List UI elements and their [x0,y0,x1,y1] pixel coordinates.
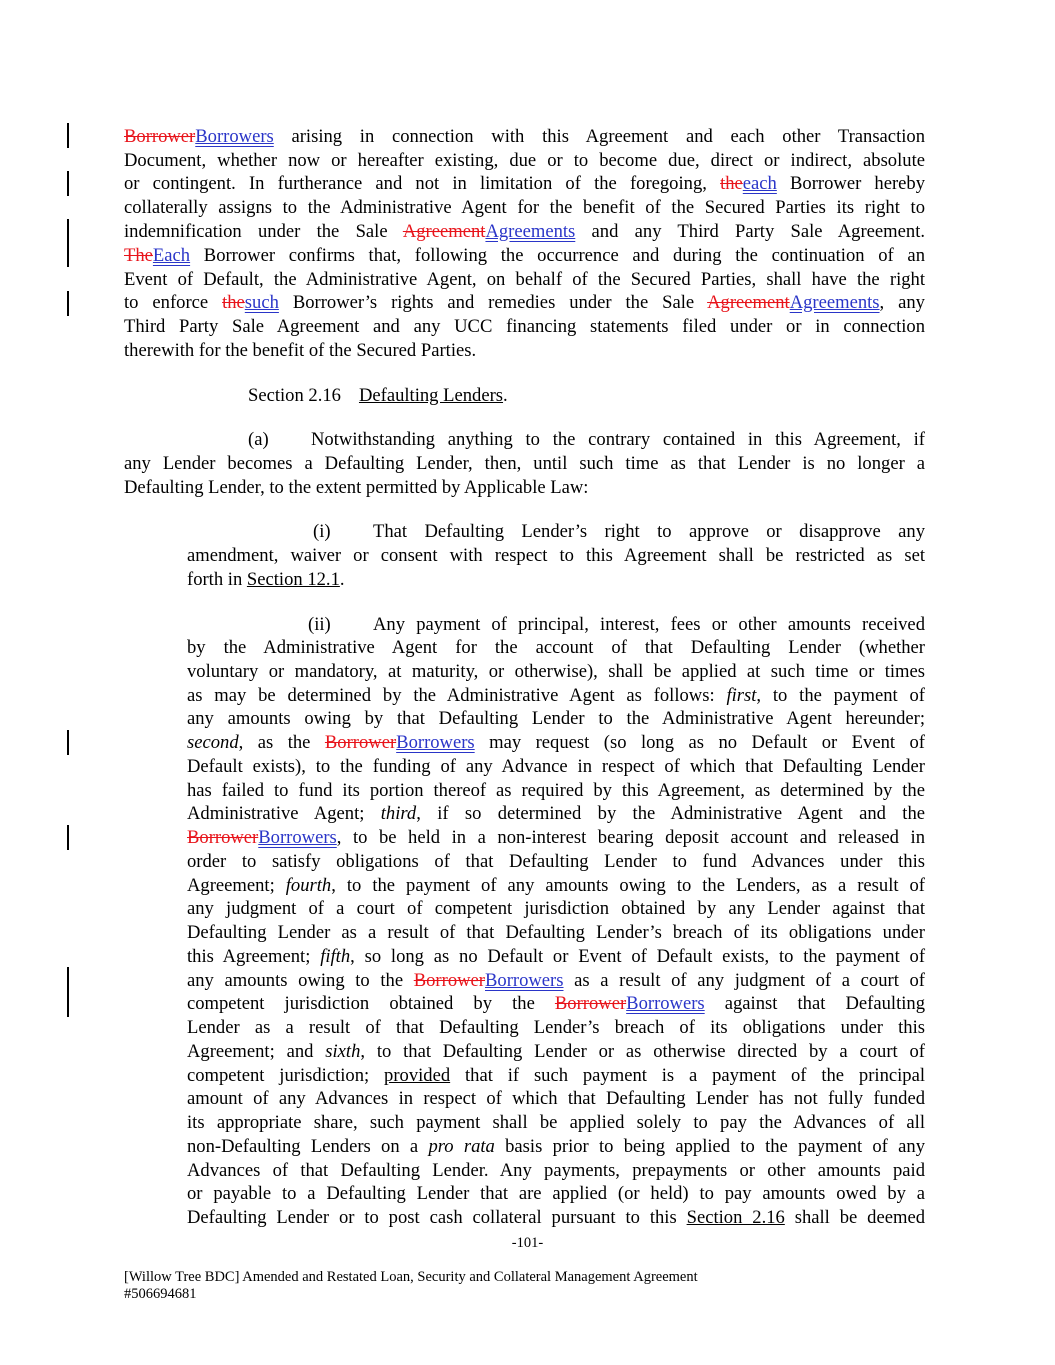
body-line: BorrowerBorrowers arising in connection with this Agreement and each other Transaction [124,126,925,147]
change-bar [67,123,69,148]
body-line: second, as the BorrowerBorrowers may request (so long as no Default or Event of [187,732,926,753]
inserted-text: Borrowers [258,827,337,848]
deleted-text: the [222,292,245,313]
footer-title: [Willow Tree BDC] Amended and Restated Loan, Security and Collateral Management Agreement [124,1269,698,1285]
deleted-text: Borrower [413,970,485,991]
body-line: TheEach Borrower confirms that, following the occurrence and during the continuation of an [124,245,925,266]
inserted-text: Agreements [485,221,576,242]
body-line: amendment, waiver or consent with respect to this Agreement shall be restricted as set [187,545,925,566]
section-reference: Section 2.16 [686,1207,785,1228]
body-line: Defaulting Lender, to the extent permitted by Applicable Law: [124,477,589,498]
body-line: Advances of that Defaulting Lender. Any payments, prepayments or other amounts paid [187,1160,925,1181]
body-line: Lender as a result of that Defaulting Lender’s breach of its obligations under this [187,1017,925,1038]
body-line: therewith for the benefit of the Secured Parties. [124,340,477,361]
body-line: any amounts owing by that Defaulting Lender to the Administrative Agent hereunder; [187,708,925,729]
change-bar [67,730,69,755]
change-bar [67,825,69,850]
change-bar [67,171,69,196]
body-line: non-Defaulting Lenders on a pro rata basis prior to being applied to the payment of any [187,1136,925,1157]
body-line: Any payment of principal, interest, fees or other amounts received [373,614,925,635]
deleted-text: Borrower [187,827,259,848]
body-line: or payable to a Defaulting Lender that are applied (or held) to pay amounts owed by a [187,1183,925,1204]
body-line: any Lender becomes a Defaulting Lender, then, until such time as that Lender is no longer a [124,453,925,474]
body-line: Third Party Sale Agreement and any UCC financing statements filed under or in connection [124,316,925,337]
body-line: Agreement; and sixth, to that Defaulting Lender or as otherwise directed by a court of [187,1041,925,1062]
body-line: Defaulting Lender or to post cash collateral pursuant to this Section 2.16 shall be deemed [187,1207,925,1228]
body-line: That Defaulting Lender’s right to approve or disapprove any [373,521,925,542]
inserted-text: Borrowers [195,126,274,147]
body-line: by the Administrative Agent for the account of that Defaulting Lender (whether [187,637,925,658]
body-line: BorrowerBorrowers, to be held in a non-interest bearing deposit account and released in [187,827,925,848]
body-line: Default exists), to the funding of any Advance in respect of which that Defaulting Lender [187,756,925,777]
body-line: voluntary or mandatory, at maturity, or otherwise), shall be applied at such time or times [187,661,925,682]
deleted-text: The [124,245,153,266]
inserted-text: Borrowers [485,970,564,991]
inserted-text: Agreements [789,292,880,313]
clause-marker: (a) [248,429,269,450]
body-line: competent jurisdiction obtained by the BorrowerBorrowers against that Defaulting [187,993,925,1014]
inserted-text: Each [152,245,191,266]
section-reference: Section 12.1 [246,569,340,590]
body-line: this Agreement; fifth, so long as no Default or Event of Default exists, to the payment of [187,946,926,967]
body-line: indemnification under the Sale AgreementAgreements and any Third Party Sale Agreement. [124,221,926,242]
body-line: forth in Section 12.1. [187,569,345,590]
body-line: competent jurisdiction; provided that if such payment is a payment of the principal [187,1065,925,1086]
clause-marker: (ii) [308,614,331,635]
page-number: -101- [511,1235,544,1251]
deleted-text: Borrower [554,993,627,1014]
inserted-text: such [244,292,279,313]
section-number: Section 2.16 [248,385,341,406]
inserted-text: Borrowers [396,732,475,753]
section-title: Defaulting Lenders [358,385,504,406]
body-line: any judgment of a court of competent jurisdiction obtained by any Lender against that [187,898,925,919]
deleted-text: Borrower [124,126,196,147]
body-line: Agreement; fourth, to the payment of any amounts owing to the Lenders, as a result of [187,875,925,896]
change-bar [67,219,69,267]
inserted-text: each [742,173,777,194]
body-line: Notwithstanding anything to the contrary contained in this Agreement, if [311,429,925,450]
deleted-text: the [720,173,743,194]
body-line: Defaulting Lender as a result of that Defaulting Lender’s breach of its obligations under [187,922,925,943]
body-line: order to satisfy obligations of that Defaulting Lender to fund Advances under this [187,851,925,872]
deleted-text: Agreement [402,221,486,242]
body-line: Event of Default, the Administrative Agent, on behalf of the Secured Parties, shall have the right [124,269,925,290]
body-line: its appropriate share, such payment shall be applied solely to pay the Advances of all [187,1112,925,1133]
deleted-text: Agreement [707,292,790,313]
body-line: as may be determined by the Administrative Agent as follows: first, to the payment of [187,685,925,706]
deleted-text: Borrower [324,732,397,753]
body-line: Administrative Agent; third, if so determined by the Administrative Agent and the [187,803,925,824]
change-bar [67,291,69,316]
body-line: amount of any Advances in respect of which that Defaulting Lender has not fully funded [187,1088,925,1109]
body-line: Document, whether now or hereafter existing, due or to become due, direct or indirect, absolute [124,150,925,171]
change-bar [67,967,69,1017]
section-heading: Section 2.16 Defaulting Lenders. [248,385,508,406]
clause-marker: (i) [313,521,331,542]
inserted-text: Borrowers [626,993,705,1014]
body-line: any amounts owing to the BorrowerBorrowers as a result of any judgment of a court of [187,970,925,991]
body-line: has failed to fund its portion thereof as required by this Agreement, as determined by the [187,780,925,801]
body-line: or contingent. In furtherance and not in limitation of the foregoing, theeach Borrower hereby [124,173,926,194]
footer-doc-id: #506694681 [124,1286,197,1302]
body-line: collaterally assigns to the Administrative Agent for the benefit of the Secured Parties its right to [124,197,925,218]
body-line: to enforce thesuch Borrower’s rights and remedies under the Sale AgreementAgreements, any [124,292,925,313]
